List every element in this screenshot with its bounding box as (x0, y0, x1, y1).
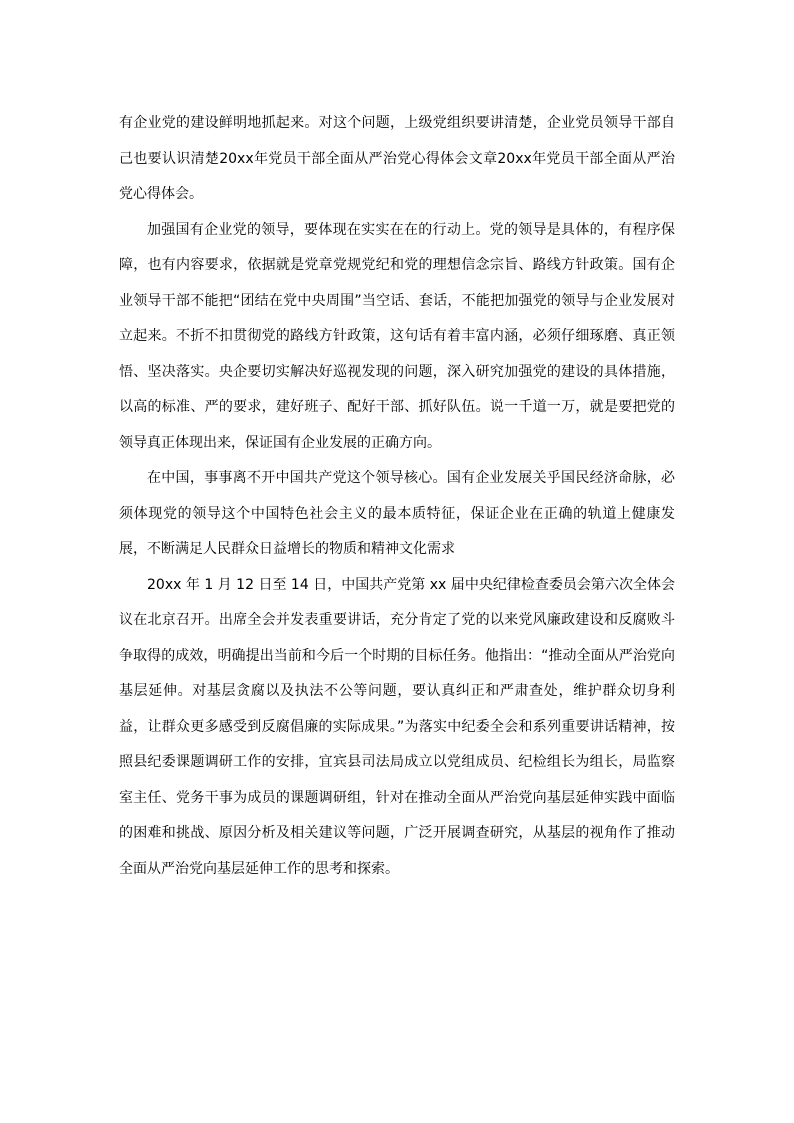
document-page (119, 106, 675, 887)
paragraph-2: 加强国有企业党的领导，要体现在实实在在的行动上。党的领导是具体的，有程序保障，也有内容要求，依据就是党章党规党纪和党的理想信念宗旨、路线方针政策。国有企业领导干部不能把“团结在党中央周围”当空话、套话，不能把加强党的领导与企业发展对立起来。不折不扣贯彻党的路线方针政策，这句话有着丰富内涵，必须仔细琢磨、真正领悟、坚决落实。央企要切实解决好巡视发现的问题，深入研究加强党的建设的具体措施，以高的标准、严的要求，建好班子、配好干部、抓好队伍。说一千道一万，就是要把党的领导真正体现出来，保证国有企业发展的正确方向。 (119, 221, 675, 451)
paragraph-4: 20xx 年 1 月 12 日至 14 日，中国共产党第 xx 届中央纪律检查委员会第六次全体会议在北京召开。出席全会并发表重要讲话，充分肯定了党的以来党风廉政建设和反腐败斗争取得的成效，明确提出当前和今后一个时期的目标任务。他指出：“推动全面从严治党向基层延伸。对基层贪腐以及执法不公等问题，要认真纠正和严肃查处，维护群众切身利益，让群众更多感受到反腐倡廉的实际成果。”为落实中纪委全会和系列重要讲话精神，按照县纪委课题调研工作的安排，宜宾县司法局成立以党组成员、纪检组长为组长，局监察室主任、党务干事为成员的课题调研组，针对在推动全面从严治党向基层延伸实践中面临的困难和挑战、原因分析及相关建议等问题，广泛开展调查研究，从基层的视角作了推动全面从严治党向基层延伸工作的思考和探索。 (119, 576, 675, 877)
paragraph-3: 在中国，事事离不开中国共产党这个领导核心。国有企业发展关乎国民经济命脉，必须体现党的领导这个中国特色社会主义的最本质特征，保证企业在正确的轨道上健康发展，不断满足人民群众日益增长的物质和精神文化需求 (119, 470, 675, 557)
paragraph-1: 有企业党的建设鲜明地抓起来。对这个问题，上级党组织要讲清楚，企业党员领导干部自己也要认识清楚20xx年党员干部全面从严治党心得体会文章20xx年党员干部全面从严治党心得体会。 (119, 115, 675, 202)
